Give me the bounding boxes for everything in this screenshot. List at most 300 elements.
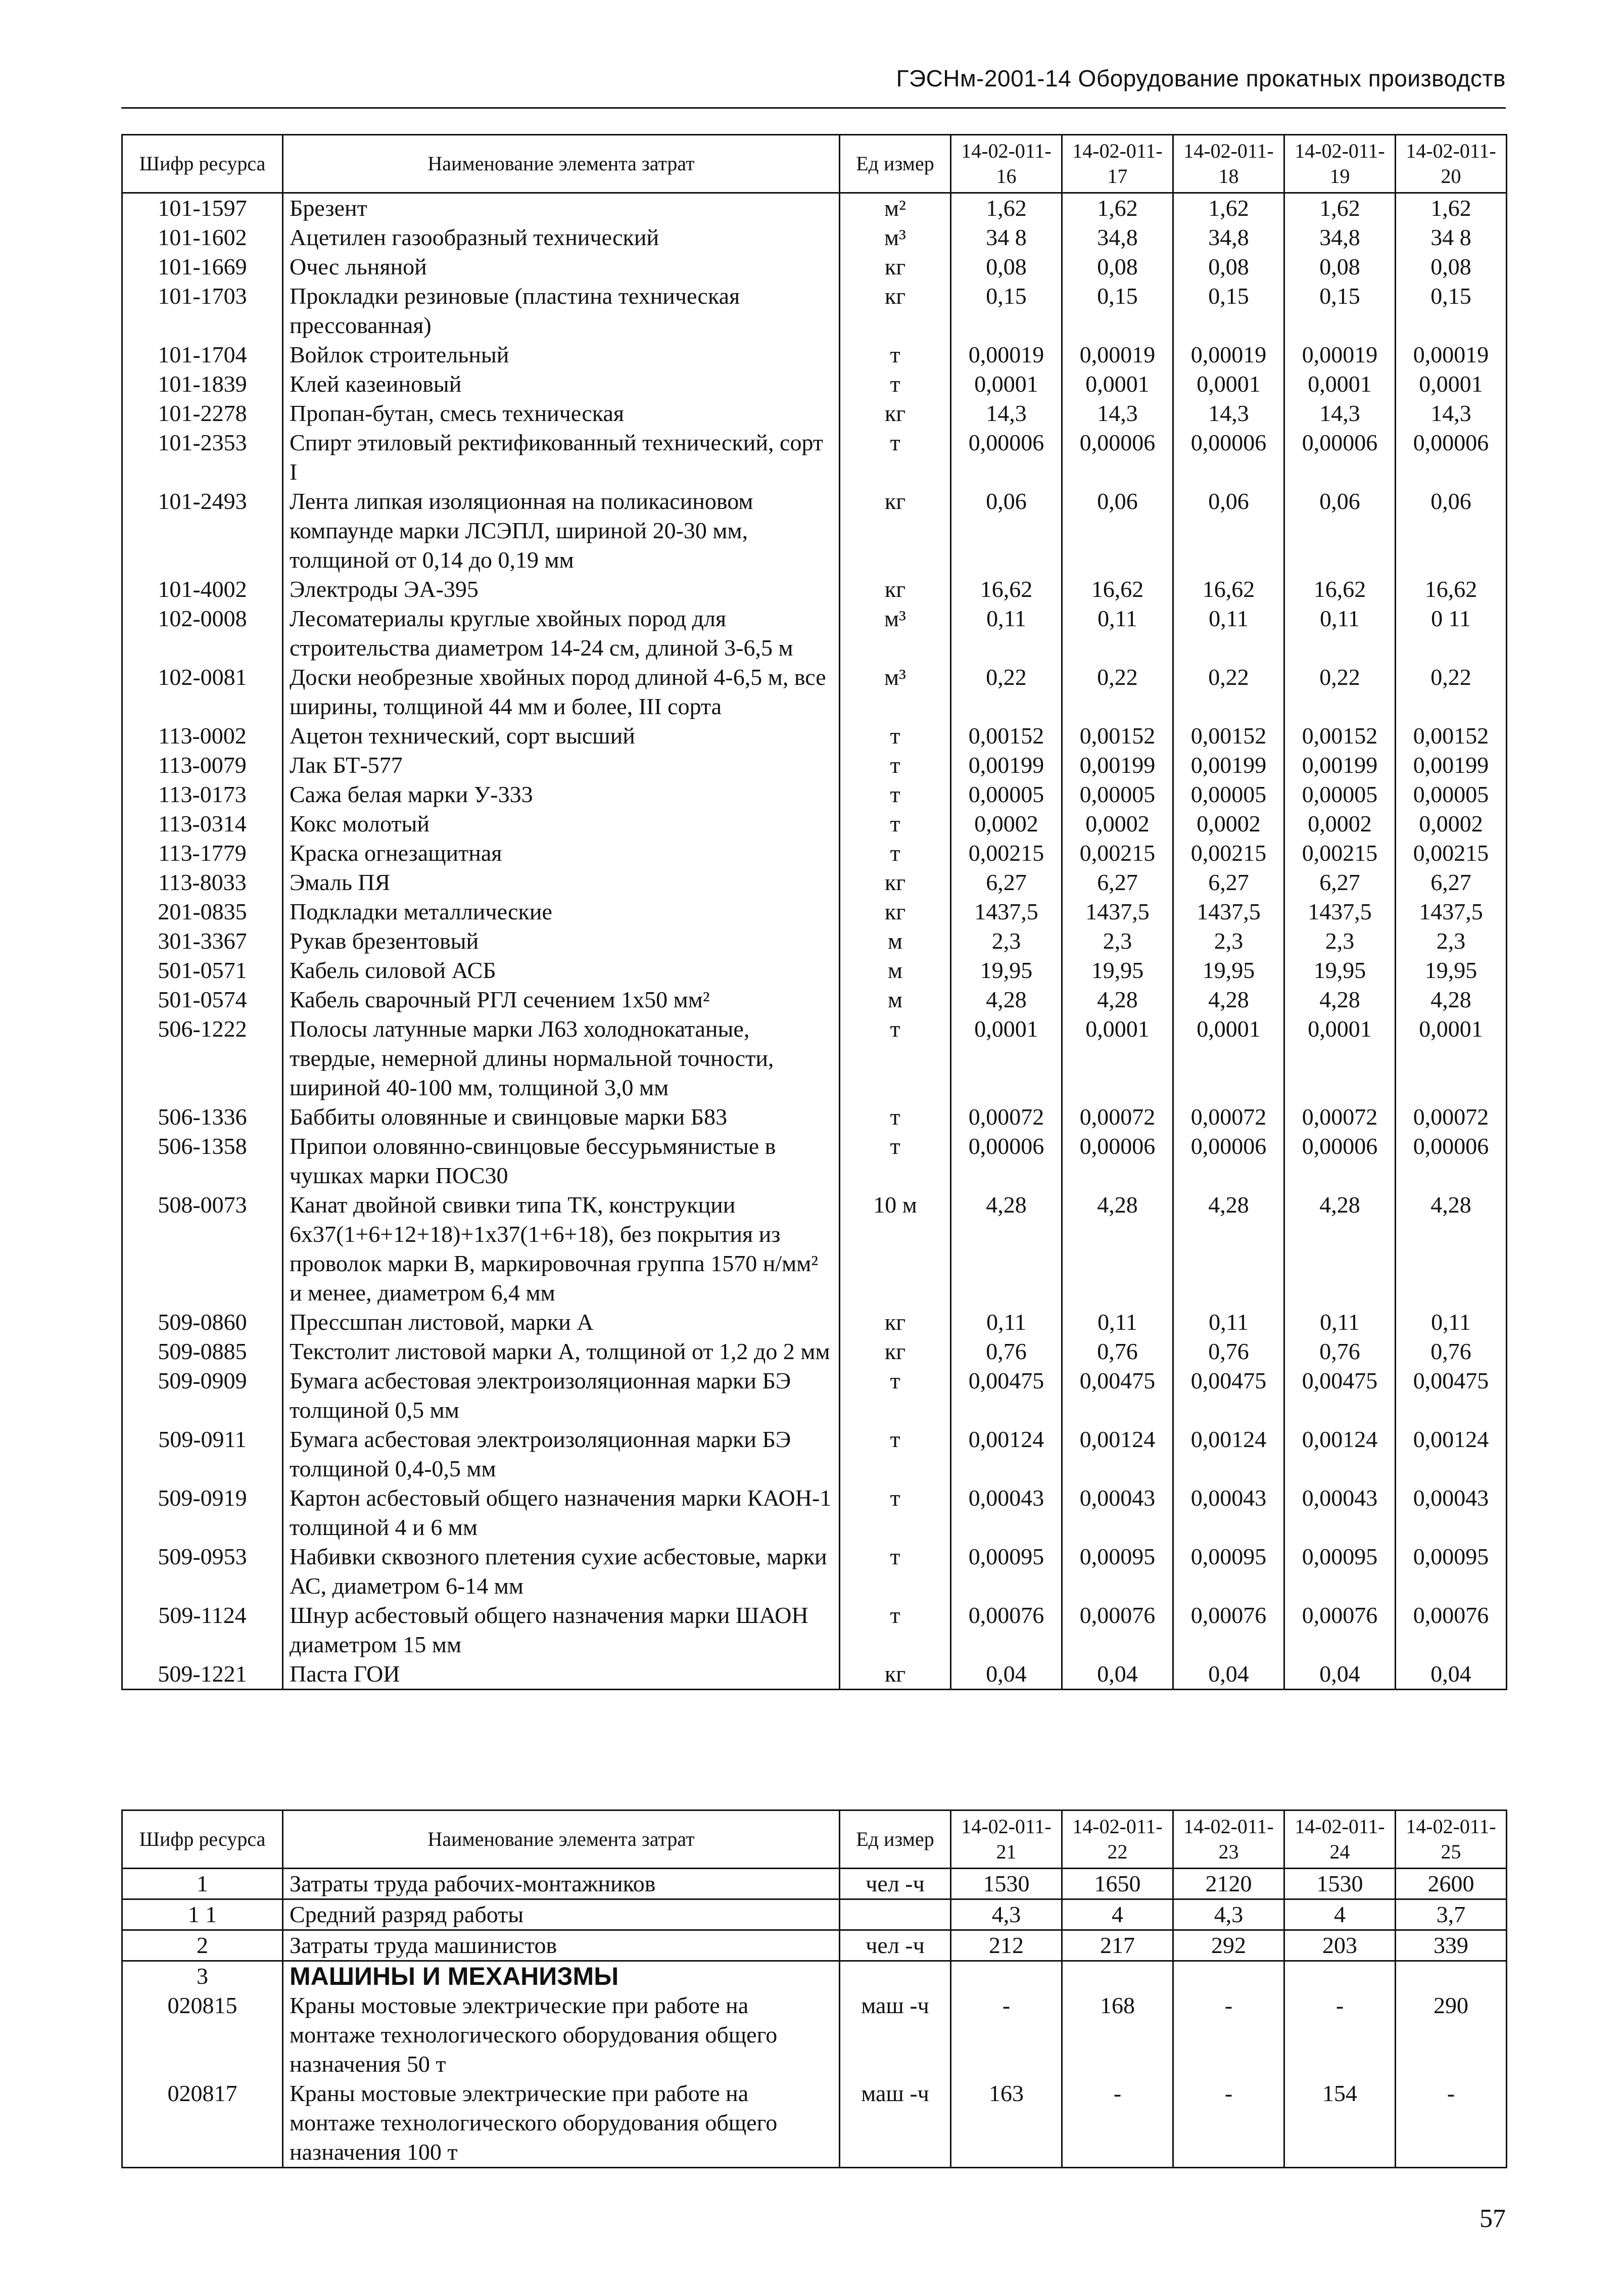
- unit-cell: маш -ч: [840, 2079, 951, 2168]
- norm-value-cell: 2,3: [1396, 926, 1507, 956]
- norm-value-cell: 0,11: [1173, 1308, 1284, 1337]
- norm-value-cell: 1437,5: [1062, 897, 1173, 926]
- norm-value-cell: [1396, 1961, 1507, 1991]
- cost-element-name-cell: Баббиты оловянные и свинцовые марки Б83: [283, 1102, 840, 1132]
- cost-element-name-cell: Сажа белая марки У-333: [283, 780, 840, 809]
- norm-value-cell: 0,04: [1396, 1659, 1507, 1690]
- unit-cell: т: [840, 340, 951, 369]
- unit-cell: [840, 1899, 951, 1930]
- norm-value-cell: 4,28: [1062, 1190, 1173, 1308]
- norm-value-cell: 0,00043: [1062, 1483, 1173, 1542]
- norm-value-cell: 0,00072: [1173, 1102, 1284, 1132]
- unit-cell: м³: [840, 604, 951, 663]
- table-row: [122, 1366, 1507, 1425]
- cost-element-name-cell: Доски необрезные хвойных пород длиной 4-6,5 м, все ширины, толщиной 44 мм и более, III сорта: [283, 663, 840, 721]
- norm-value-cell: 2,3: [951, 926, 1062, 956]
- norm-value-cell: 0,00006: [951, 1132, 1062, 1190]
- cost-element-name-cell: Лак БТ-577: [283, 751, 840, 780]
- header-norm-column: 14-02-011-20: [1396, 135, 1507, 193]
- norm-value-cell: 163: [951, 2079, 1062, 2168]
- unit-cell: чел -ч: [840, 1930, 951, 1961]
- header-cost-element-name: Наименование элемента затрат: [283, 135, 840, 193]
- norm-value-cell: 0,0002: [951, 809, 1062, 839]
- resource-code-cell: 101-1839: [122, 369, 283, 399]
- norm-value-cell: 212: [951, 1930, 1062, 1961]
- resource-code-cell: 509-0911: [122, 1425, 283, 1483]
- norm-value-cell: 0,00215: [1396, 839, 1507, 868]
- unit-cell: т: [840, 1132, 951, 1190]
- norm-value-cell: 0,22: [1396, 663, 1507, 721]
- table-row: [122, 897, 1507, 926]
- unit-cell: т: [840, 1102, 951, 1132]
- table-row: [122, 1899, 1507, 1930]
- resource-code-cell: 102-0008: [122, 604, 283, 663]
- resource-code-cell: 509-0953: [122, 1542, 283, 1601]
- norm-value-cell: 0,76: [1062, 1337, 1173, 1366]
- norm-value-cell: 1530: [1284, 1869, 1396, 1899]
- table-row: [122, 751, 1507, 780]
- table-row: [122, 809, 1507, 839]
- cost-element-name-cell: Кабель сварочный РГЛ сечением 1х50 мм²: [283, 985, 840, 1014]
- norm-value-cell: 0,0001: [1284, 1014, 1396, 1102]
- norm-value-cell: -: [1396, 2079, 1507, 2168]
- header-rule: [121, 107, 1506, 109]
- norm-value-cell: 0,06: [1062, 487, 1173, 575]
- norm-value-cell: 0,00043: [951, 1483, 1062, 1542]
- norm-value-cell: 4,28: [1173, 985, 1284, 1014]
- norm-value-cell: 4: [1062, 1899, 1173, 1930]
- norm-value-cell: 0,00475: [1284, 1366, 1396, 1425]
- unit-cell: кг: [840, 282, 951, 340]
- unit-cell: т: [840, 780, 951, 809]
- norm-value-cell: 0,0001: [951, 369, 1062, 399]
- norm-value-cell: 0,00076: [1284, 1601, 1396, 1659]
- norm-value-cell: 16,62: [1396, 575, 1507, 604]
- norm-value-cell: 0,00124: [1173, 1425, 1284, 1483]
- norm-value-cell: 14,3: [1062, 399, 1173, 428]
- cost-element-name-cell: Канат двойной свивки типа ТК, конструкции 6х37(1+6+12+18)+1х37(1+6+18), без покрытия из проволок марки В, маркировочная группа 1570 н/мм² и менее, диаметром 6,4 мм: [283, 1190, 840, 1308]
- resource-code-cell: 113-8033: [122, 868, 283, 897]
- cost-element-name-cell: Припои оловянно-свинцовые бессурьмянистые в чушках марки ПОС30: [283, 1132, 840, 1190]
- norm-value-cell: 0,22: [1284, 663, 1396, 721]
- norm-value-cell: [1284, 1961, 1396, 1991]
- header-norm-column: 14-02-011-17: [1062, 135, 1173, 193]
- unit-cell: т: [840, 369, 951, 399]
- norm-value-cell: 6,27: [951, 868, 1062, 897]
- norm-value-cell: 0,00095: [951, 1542, 1062, 1601]
- table-body-1: [122, 193, 1507, 1690]
- norm-value-cell: 0,00215: [1284, 839, 1396, 868]
- norm-value-cell: 0,00215: [1062, 839, 1173, 868]
- norm-value-cell: [1062, 1961, 1173, 1991]
- norm-value-cell: 0,00005: [1062, 780, 1173, 809]
- resource-code-cell: 101-1597: [122, 193, 283, 223]
- norm-value-cell: 0,00076: [1173, 1601, 1284, 1659]
- header-norm-column: 14-02-011-19: [1284, 135, 1396, 193]
- norm-value-cell: 0,0002: [1284, 809, 1396, 839]
- unit-cell: [840, 1961, 951, 1991]
- norm-value-cell: 0,0002: [1396, 809, 1507, 839]
- norm-value-cell: 0,00199: [951, 751, 1062, 780]
- norm-value-cell: 4,28: [1396, 1190, 1507, 1308]
- norm-value-cell: 292: [1173, 1930, 1284, 1961]
- header-resource-code: Шифр ресурса: [122, 135, 283, 193]
- resource-code-cell: 509-0860: [122, 1308, 283, 1337]
- resource-code-cell: 113-1779: [122, 839, 283, 868]
- table-row: [122, 956, 1507, 985]
- resource-code-cell: 101-2278: [122, 399, 283, 428]
- norm-value-cell: 0,00215: [951, 839, 1062, 868]
- resource-code-cell: 1 1: [122, 1899, 283, 1930]
- table-row: [122, 1869, 1507, 1899]
- table-row: [122, 1659, 1507, 1690]
- norm-value-cell: 0,22: [951, 663, 1062, 721]
- unit-cell: кг: [840, 575, 951, 604]
- norm-value-cell: 290: [1396, 1991, 1507, 2079]
- norm-value-cell: 0,00475: [1396, 1366, 1507, 1425]
- page-header-title: ГЭСНм-2001-14 Оборудование прокатных производств: [896, 65, 1506, 91]
- table-row: [122, 369, 1507, 399]
- table-row: [122, 1991, 1507, 2079]
- resource-code-cell: 509-0919: [122, 1483, 283, 1542]
- cost-element-name-cell: Кабель силовой АСБ: [283, 956, 840, 985]
- norm-value-cell: 14,3: [1284, 399, 1396, 428]
- unit-cell: кг: [840, 1337, 951, 1366]
- norm-value-cell: 6,27: [1173, 868, 1284, 897]
- norm-value-cell: 0,08: [1396, 252, 1507, 282]
- cost-element-name-cell: Средний разряд работы: [283, 1899, 840, 1930]
- table-row: [122, 839, 1507, 868]
- table-row: [122, 1132, 1507, 1190]
- norm-value-cell: 217: [1062, 1930, 1173, 1961]
- norm-value-cell: 1,62: [1173, 193, 1284, 223]
- norm-value-cell: 4,28: [1284, 1190, 1396, 1308]
- norm-value-cell: 1650: [1062, 1869, 1173, 1899]
- table-row: [122, 487, 1507, 575]
- table-row: [122, 223, 1507, 252]
- norm-value-cell: 3,7: [1396, 1899, 1507, 1930]
- norm-value-cell: 14,3: [951, 399, 1062, 428]
- norm-value-cell: 0,00006: [1396, 428, 1507, 487]
- norm-value-cell: -: [1173, 2079, 1284, 2168]
- norm-value-cell: 0,00199: [1062, 751, 1173, 780]
- norm-value-cell: 0,00006: [1173, 1132, 1284, 1190]
- cost-element-name-cell: Брезент: [283, 193, 840, 223]
- header-resource-code: Шифр ресурса: [122, 1810, 283, 1869]
- cost-element-name-cell: Шнур асбестовый общего назначения марки ШАОН диаметром 15 мм: [283, 1601, 840, 1659]
- unit-cell: т: [840, 1483, 951, 1542]
- cost-element-name-cell: Краны мостовые электрические при работе на монтаже технологического оборудования общего назначения 50 т: [283, 1991, 840, 2079]
- norm-value-cell: 0,00005: [1396, 780, 1507, 809]
- norm-value-cell: 0,08: [1062, 252, 1173, 282]
- resource-code-cell: 501-0571: [122, 956, 283, 985]
- norm-value-cell: 34,8: [1284, 223, 1396, 252]
- norm-value-cell: 19,95: [1284, 956, 1396, 985]
- norm-value-cell: [951, 1961, 1062, 1991]
- cost-element-name-cell: Пропан-бутан, смесь техническая: [283, 399, 840, 428]
- norm-value-cell: 0,0001: [1173, 369, 1284, 399]
- unit-cell: кг: [840, 252, 951, 282]
- cost-element-name-cell: Лента липкая изоляционная на поликасиновом компаунде марки ЛСЭПЛ, шириной 20-30 мм, толщиной от 0,14 до 0,19 мм: [283, 487, 840, 575]
- norm-value-cell: 0,00072: [1396, 1102, 1507, 1132]
- norm-value-cell: 0,15: [951, 282, 1062, 340]
- norm-value-cell: 0,04: [1062, 1659, 1173, 1690]
- norm-value-cell: 34,8: [1062, 223, 1173, 252]
- norm-value-cell: 4,28: [951, 985, 1062, 1014]
- norm-value-cell: 1530: [951, 1869, 1062, 1899]
- table-row: [122, 252, 1507, 282]
- norm-value-cell: 19,95: [1396, 956, 1507, 985]
- resource-code-cell: 509-1221: [122, 1659, 283, 1690]
- table-row: [122, 1102, 1507, 1132]
- norm-value-cell: 0,00152: [951, 721, 1062, 751]
- norm-value-cell: 4: [1284, 1899, 1396, 1930]
- norm-value-cell: 0,00124: [1062, 1425, 1173, 1483]
- norm-value-cell: 0,00005: [1173, 780, 1284, 809]
- norm-value-cell: 34,8: [1173, 223, 1284, 252]
- norm-value-cell: 2,3: [1284, 926, 1396, 956]
- norm-value-cell: 0,76: [1396, 1337, 1507, 1366]
- norm-value-cell: 4,28: [1173, 1190, 1284, 1308]
- norm-value-cell: 0,11: [951, 1308, 1062, 1337]
- norm-value-cell: 0,00152: [1396, 721, 1507, 751]
- norm-value-cell: 19,95: [1062, 956, 1173, 985]
- cost-element-name-cell: Бумага асбестовая электроизоляционная марки БЭ толщиной 0,4-0,5 мм: [283, 1425, 840, 1483]
- norm-value-cell: 0,08: [951, 252, 1062, 282]
- norm-value-cell: 0,0002: [1173, 809, 1284, 839]
- norm-value-cell: 0,22: [1173, 663, 1284, 721]
- table-row: [122, 663, 1507, 721]
- cost-element-name-cell: Набивки сквозного плетения сухие асбестовые, марки АС, диаметром 6-14 мм: [283, 1542, 840, 1601]
- cost-element-name-cell: Войлок строительный: [283, 340, 840, 369]
- norm-value-cell: 6,27: [1062, 868, 1173, 897]
- norm-value-cell: 0,00124: [1284, 1425, 1396, 1483]
- norm-value-cell: 0,00072: [1284, 1102, 1396, 1132]
- norm-value-cell: 2600: [1396, 1869, 1507, 1899]
- norm-value-cell: 154: [1284, 2079, 1396, 2168]
- header-norm-column: 14-02-011-25: [1396, 1810, 1507, 1869]
- norm-value-cell: 16,62: [1173, 575, 1284, 604]
- table-row: [122, 575, 1507, 604]
- resource-table-2: [121, 1809, 1507, 2168]
- unit-cell: кг: [840, 487, 951, 575]
- norm-value-cell: 0,06: [1396, 487, 1507, 575]
- unit-cell: м³: [840, 223, 951, 252]
- cost-element-name-cell: Ацетилен газообразный технический: [283, 223, 840, 252]
- resource-code-cell: 508-0073: [122, 1190, 283, 1308]
- table-row: [122, 721, 1507, 751]
- header-norm-column: 14-02-011-16: [951, 135, 1062, 193]
- unit-cell: т: [840, 751, 951, 780]
- norm-value-cell: 0,00019: [1284, 340, 1396, 369]
- norm-value-cell: 1437,5: [1284, 897, 1396, 926]
- norm-value-cell: 0,15: [1062, 282, 1173, 340]
- norm-value-cell: -: [1284, 1991, 1396, 2079]
- cost-element-name-cell: Спирт этиловый ректификованный технический, сорт I: [283, 428, 840, 487]
- norm-value-cell: 0,06: [1284, 487, 1396, 575]
- norm-value-cell: 0,00006: [1062, 1132, 1173, 1190]
- norm-value-cell: 4,28: [1062, 985, 1173, 1014]
- norm-value-cell: 1,62: [1062, 193, 1173, 223]
- header-norm-column: 14-02-011-23: [1173, 1810, 1284, 1869]
- norm-value-cell: 34 8: [951, 223, 1062, 252]
- unit-cell: кг: [840, 1659, 951, 1690]
- norm-value-cell: 0,00095: [1396, 1542, 1507, 1601]
- norm-value-cell: 203: [1284, 1930, 1396, 1961]
- norm-value-cell: 339: [1396, 1930, 1507, 1961]
- norm-value-cell: -: [1062, 2079, 1173, 2168]
- norm-value-cell: 16,62: [1284, 575, 1396, 604]
- norm-value-cell: 0,00006: [1062, 428, 1173, 487]
- table-row: [122, 1930, 1507, 1961]
- norm-value-cell: 0,15: [1396, 282, 1507, 340]
- norm-value-cell: -: [1173, 1991, 1284, 2079]
- cost-element-name-cell: Картон асбестовый общего назначения марки КАОН-1 толщиной 4 и 6 мм: [283, 1483, 840, 1542]
- header-norm-column: 14-02-011-21: [951, 1810, 1062, 1869]
- norm-value-cell: 0,76: [1173, 1337, 1284, 1366]
- norm-value-cell: 1437,5: [951, 897, 1062, 926]
- norm-value-cell: 0,00095: [1173, 1542, 1284, 1601]
- unit-cell: кг: [840, 399, 951, 428]
- norm-value-cell: 0,11: [951, 604, 1062, 663]
- norm-value-cell: -: [951, 1991, 1062, 2079]
- unit-cell: м²: [840, 193, 951, 223]
- norm-value-cell: 4,28: [1284, 985, 1396, 1014]
- norm-value-cell: 0,00095: [1062, 1542, 1173, 1601]
- norm-value-cell: 16,62: [951, 575, 1062, 604]
- norm-value-cell: 16,62: [1062, 575, 1173, 604]
- norm-value-cell: 0 11: [1396, 604, 1507, 663]
- cost-element-name-cell: Эмаль ПЯ: [283, 868, 840, 897]
- resource-code-cell: 101-1669: [122, 252, 283, 282]
- norm-value-cell: [1173, 1961, 1284, 1991]
- norm-value-cell: 1437,5: [1396, 897, 1507, 926]
- table-row: [122, 604, 1507, 663]
- norm-value-cell: 4,3: [1173, 1899, 1284, 1930]
- resource-code-cell: 1: [122, 1869, 283, 1899]
- norm-value-cell: 0,00019: [1062, 340, 1173, 369]
- resource-code-cell: 020815: [122, 1991, 283, 2079]
- norm-value-cell: 1,62: [1284, 193, 1396, 223]
- norm-value-cell: 1437,5: [1173, 897, 1284, 926]
- cost-element-name-cell: Прессшпан листовой, марки А: [283, 1308, 840, 1337]
- norm-value-cell: 0,15: [1284, 282, 1396, 340]
- table-row: [122, 399, 1507, 428]
- resource-code-cell: 506-1336: [122, 1102, 283, 1132]
- norm-value-cell: 14,3: [1396, 399, 1507, 428]
- norm-value-cell: 4,28: [1396, 985, 1507, 1014]
- cost-element-name-cell: Полосы латунные марки Л63 холоднокатаные, твердые, немерной длины нормальной точности, шириной 40-100 мм, толщиной 3,0 мм: [283, 1014, 840, 1102]
- resource-code-cell: 113-0173: [122, 780, 283, 809]
- resource-code-cell: 101-2353: [122, 428, 283, 487]
- norm-value-cell: 0,06: [1173, 487, 1284, 575]
- resource-code-cell: 020817: [122, 2079, 283, 2168]
- unit-cell: м: [840, 926, 951, 956]
- unit-cell: т: [840, 1366, 951, 1425]
- header-norm-column: 14-02-011-18: [1173, 135, 1284, 193]
- norm-value-cell: 0,00199: [1396, 751, 1507, 780]
- norm-value-cell: 19,95: [1173, 956, 1284, 985]
- resource-code-cell: 509-0885: [122, 1337, 283, 1366]
- norm-value-cell: 0,00095: [1284, 1542, 1396, 1601]
- table-header-row: [122, 1810, 1507, 1869]
- cost-element-name-cell: МАШИНЫ И МЕХАНИЗМЫ: [283, 1961, 840, 1991]
- norm-value-cell: 0,00019: [951, 340, 1062, 369]
- header-cost-element-name: Наименование элемента затрат: [283, 1810, 840, 1869]
- cost-element-name-cell: Лесоматериалы круглые хвойных пород для строительства диаметром 14-24 см, длиной 3-6,5 м: [283, 604, 840, 663]
- resource-code-cell: 101-1602: [122, 223, 283, 252]
- cost-element-name-cell: Затраты труда рабочих-монтажников: [283, 1869, 840, 1899]
- cost-element-name-cell: Бумага асбестовая электроизоляционная марки БЭ толщиной 0,5 мм: [283, 1366, 840, 1425]
- unit-cell: чел -ч: [840, 1869, 951, 1899]
- norm-value-cell: 0,0002: [1062, 809, 1173, 839]
- cost-element-name-cell: Подкладки металлические: [283, 897, 840, 926]
- norm-value-cell: 0,00076: [1062, 1601, 1173, 1659]
- norm-value-cell: 2,3: [1062, 926, 1173, 956]
- unit-cell: м: [840, 985, 951, 1014]
- unit-cell: т: [840, 839, 951, 868]
- resource-code-cell: 509-0909: [122, 1366, 283, 1425]
- norm-value-cell: 0,00199: [1284, 751, 1396, 780]
- table-row: [122, 1483, 1507, 1542]
- resource-code-cell: 201-0835: [122, 897, 283, 926]
- cost-element-name-cell: Текстолит листовой марки А, толщиной от 1,2 до 2 мм: [283, 1337, 840, 1366]
- resource-code-cell: 101-1703: [122, 282, 283, 340]
- norm-value-cell: 0,00475: [951, 1366, 1062, 1425]
- norm-value-cell: 0,00124: [951, 1425, 1062, 1483]
- table-row: [122, 282, 1507, 340]
- norm-value-cell: 0,00043: [1284, 1483, 1396, 1542]
- norm-value-cell: 0,00475: [1173, 1366, 1284, 1425]
- table-row: [122, 1308, 1507, 1337]
- norm-value-cell: 0,00152: [1062, 721, 1173, 751]
- norm-value-cell: 19,95: [951, 956, 1062, 985]
- norm-value-cell: 0,00215: [1173, 839, 1284, 868]
- norm-value-cell: 0,76: [1284, 1337, 1396, 1366]
- norm-value-cell: 0,00072: [1062, 1102, 1173, 1132]
- table-row: [122, 340, 1507, 369]
- resource-code-cell: 506-1358: [122, 1132, 283, 1190]
- norm-value-cell: 0,00152: [1284, 721, 1396, 751]
- unit-cell: т: [840, 428, 951, 487]
- resource-code-cell: 501-0574: [122, 985, 283, 1014]
- unit-cell: т: [840, 809, 951, 839]
- norm-value-cell: 0,00076: [1396, 1601, 1507, 1659]
- norm-value-cell: 0,11: [1284, 604, 1396, 663]
- norm-value-cell: 0,00005: [951, 780, 1062, 809]
- norm-value-cell: 4,28: [951, 1190, 1062, 1308]
- resource-code-cell: 102-0081: [122, 663, 283, 721]
- unit-cell: кг: [840, 868, 951, 897]
- norm-value-cell: 0,11: [1062, 1308, 1173, 1337]
- resource-code-cell: 113-0314: [122, 809, 283, 839]
- cost-element-name-cell: Затраты труда машинистов: [283, 1930, 840, 1961]
- norm-value-cell: 0,00006: [1284, 428, 1396, 487]
- norm-value-cell: 0,0001: [1062, 1014, 1173, 1102]
- unit-cell: т: [840, 1542, 951, 1601]
- table-header-row: [122, 135, 1507, 193]
- norm-value-cell: 1,62: [951, 193, 1062, 223]
- resource-code-cell: 113-0079: [122, 751, 283, 780]
- norm-value-cell: 0,00199: [1173, 751, 1284, 780]
- unit-cell: т: [840, 1014, 951, 1102]
- unit-cell: маш -ч: [840, 1991, 951, 2079]
- norm-value-cell: 0,00124: [1396, 1425, 1507, 1483]
- norm-value-cell: 2120: [1173, 1869, 1284, 1899]
- table-row: [122, 1337, 1507, 1366]
- norm-value-cell: 1,62: [1396, 193, 1507, 223]
- norm-value-cell: 2,3: [1173, 926, 1284, 956]
